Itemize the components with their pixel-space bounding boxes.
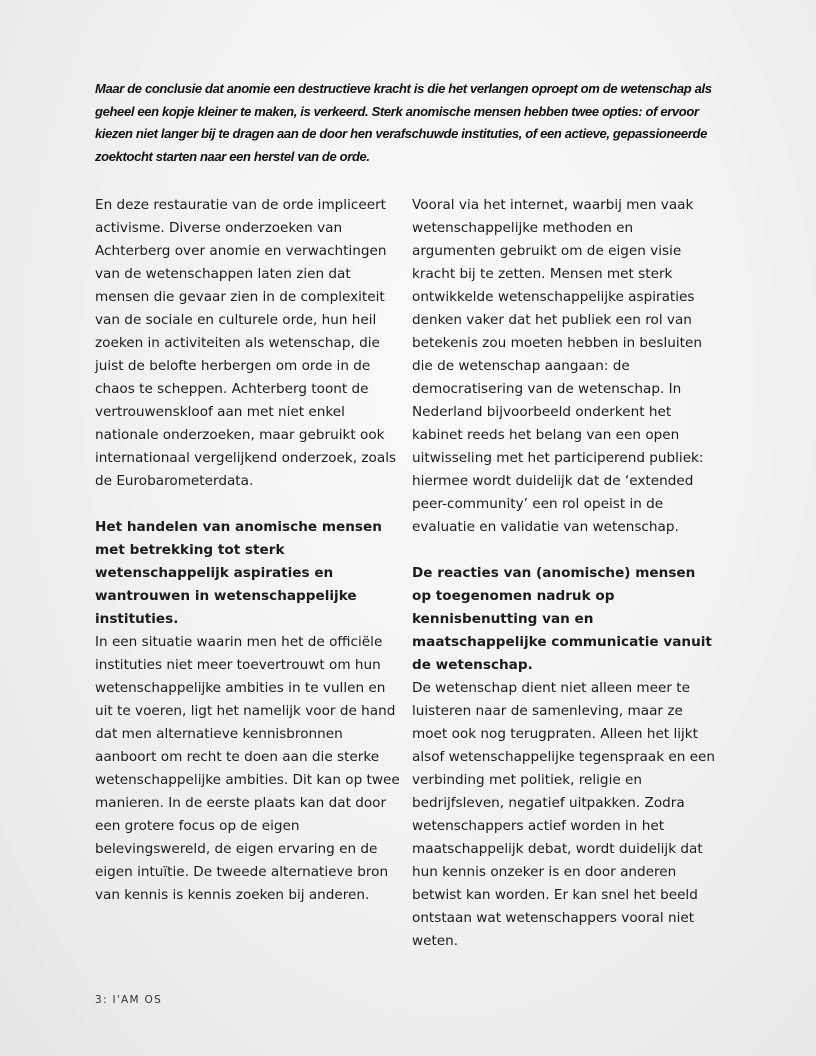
left-paragraph-1: En deze restauratie van de orde impliceert activisme. Diverse onderzoeken van Achterberg over anomie en verwachtingen van de wetenschappen laten zien dat mensen die gevaar zien in de complexiteit van de sociale en culturele orde, hun heil zoeken in activiteiten als wetenschap, die juist de belofte herbergen om orde in de chaos te scheppen. Achterberg toont de vertrouwenskloof aan met niet enkel nationale onderzoeken, maar gebruikt ook internationaal vergelijkend onderzoek, zoals de Eurobarometerdata. — [95, 197, 397, 489]
paragraph-spacer — [95, 493, 400, 516]
right-section-heading: De reacties van (anomische) mensen op toegenomen nadruk op kennisbenutting van en maatschappelijke communicatie vanuit de wetenschap. — [412, 565, 712, 673]
right-column — [412, 194, 717, 953]
left-column — [95, 194, 400, 907]
paragraph-spacer — [412, 539, 717, 562]
left-paragraph-2: In een situatie waarin men het de officiële instituties niet meer toevertrouwt om hun wetenschappelijke ambities in te vullen en uit te voeren, ligt het namelijk voor de hand dat men alternatieve kennisbronnen aanboort om recht te doen aan die sterke wetenschappelijke ambities. Dit kan op twee manieren. In de eerste plaats kan dat door een grotere focus op de eigen belevingswereld, de eigen ervaring en de eigen intuïtie. De tweede alternatieve bron van kennis is kennis zoeken bij anderen. — [95, 634, 400, 903]
right-paragraph-1: Vooral via het internet, waarbij men vaak wetenschappelijke methoden en argumenten gebruikt om de eigen visie kracht bij te zetten. Mensen met sterk ontwikkelde wetenschappelijke aspiraties denken vaker dat het publiek een rol van betekenis zou moeten hebben in besluiten die de wetenschap aangaan: de democratisering van de wetenschap. In Nederland bijvoorbeeld onderkent het kabinet reeds het belang van een open uitwisseling met het participerend publiek: hiermee wordt duidelijk dat de ‘extended peer-community’ een rol opeist in de evaluatie en validatie van wetenschap. — [412, 197, 704, 535]
lead-paragraph: Maar de conclusie dat anomie een destructieve kracht is die het verlangen oproept om de wetenschap als geheel een kopje kleiner te maken, is verkeerd. Sterk anomische mensen hebben twee opties: of ervoor kiezen niet langer bij te dragen aan de door hen verafschuwde instituties, of een actieve, gepassioneerde zoektocht starten naar een herstel van de orde. — [95, 81, 712, 164]
right-paragraph-2: De wetenschap dient niet alleen meer te luisteren naar de samenleving, maar ze moet ook nog terugpraten. Alleen het lijkt alsof wetenschappelijke tegenspraak en een verbinding met politiek, religie en bedrijfsleven, negatief uitpakken. Zodra wetenschappers actief worden in het maatschappelijk debat, wordt duidelijk dat hun kennis onzeker is en door anderen betwist kan worden. Er kan snel het beeld ontstaan wat wetenschappers vooral niet weten. — [412, 680, 716, 949]
page-footer: 3: I'AM OS — [95, 994, 163, 1006]
left-section-heading: Het handelen van anomische mensen met betrekking tot sterk wetenschappelijk aspiraties en wantrouwen in wetenschappelijke instituties. — [95, 519, 382, 627]
